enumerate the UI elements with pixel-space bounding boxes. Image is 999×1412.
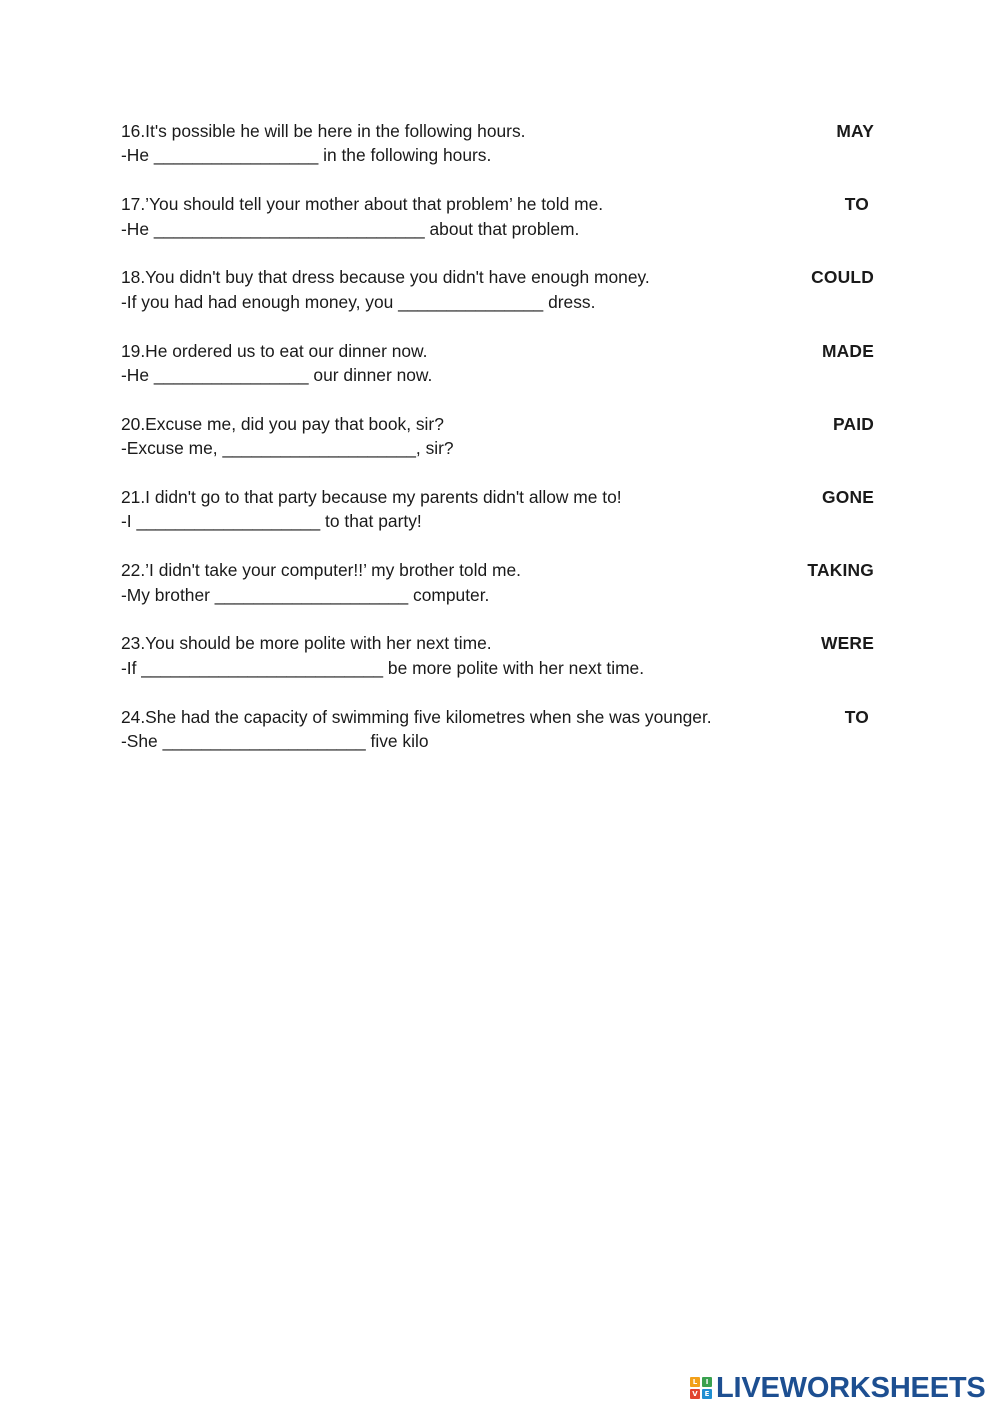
item-answer-line: -If you had had enough money, you _______________ dress. <box>121 291 596 312</box>
logo-text: LIVEWORKSHEETS <box>716 1372 986 1404</box>
item-answer-line: -Excuse me, ____________________, sir? <box>121 438 454 459</box>
item-keyword: MADE <box>821 340 874 361</box>
exercise-item-18 <box>121 265 881 338</box>
item-prompt: 17.’You should tell your mother about that problem’ he told me. <box>121 194 604 215</box>
item-prompt: 20.Excuse me, did you pay that book, sir? <box>121 413 444 434</box>
item-prompt: 23.You should be more polite with her next time. <box>121 633 492 654</box>
logo-block: E <box>702 1389 712 1399</box>
exercise-item-24 <box>121 705 881 778</box>
item-keyword: TO <box>844 706 869 727</box>
exercise-item-16 <box>121 119 881 192</box>
logo-block: L <box>690 1377 700 1387</box>
item-answer-line: -She _____________________ five kilo <box>121 730 429 751</box>
worksheet <box>121 119 881 778</box>
item-prompt: 18.You didn't buy that dress because you didn't have enough money. <box>121 267 650 288</box>
item-keyword: TAKING <box>807 560 874 581</box>
logo-block: V <box>690 1389 700 1399</box>
liveworksheets-logo <box>690 1374 986 1402</box>
item-prompt: 24.She had the capacity of swimming five kilometres when she was younger. <box>121 706 712 727</box>
item-keyword: GONE <box>821 486 874 507</box>
exercise-item-19 <box>121 339 881 412</box>
item-keyword: TO <box>844 194 869 215</box>
item-answer-line: -I ___________________ to that party! <box>121 511 422 532</box>
item-answer-line: -He ____________________________ about that problem. <box>121 218 580 239</box>
item-prompt: 22.’I didn't take your computer!!’ my brother told me. <box>121 560 521 581</box>
exercise-item-20 <box>121 412 881 485</box>
item-answer-line: -He _________________ in the following hours. <box>121 145 492 166</box>
logo-blocks-icon <box>690 1377 712 1399</box>
item-keyword: COULD <box>811 267 874 288</box>
exercise-item-22 <box>121 558 881 631</box>
exercise-item-17 <box>121 192 881 265</box>
item-answer-line: -He ________________ our dinner now. <box>121 364 433 385</box>
exercise-item-21 <box>121 485 881 558</box>
item-answer-line: -If _________________________ be more polite with her next time. <box>121 657 645 678</box>
logo-block: I <box>702 1377 712 1387</box>
item-keyword: WERE <box>821 633 874 654</box>
item-keyword: PAID <box>832 413 874 434</box>
exercise-item-23 <box>121 631 881 704</box>
item-prompt: 21.I didn't go to that party because my parents didn't allow me to! <box>121 486 622 507</box>
item-keyword: MAY <box>836 121 874 141</box>
item-answer-line: -My brother ____________________ computer. <box>121 584 490 605</box>
item-prompt: 19.He ordered us to eat our dinner now. <box>121 340 428 361</box>
item-prompt: 16.It's possible he will be here in the following hours. <box>121 121 526 141</box>
